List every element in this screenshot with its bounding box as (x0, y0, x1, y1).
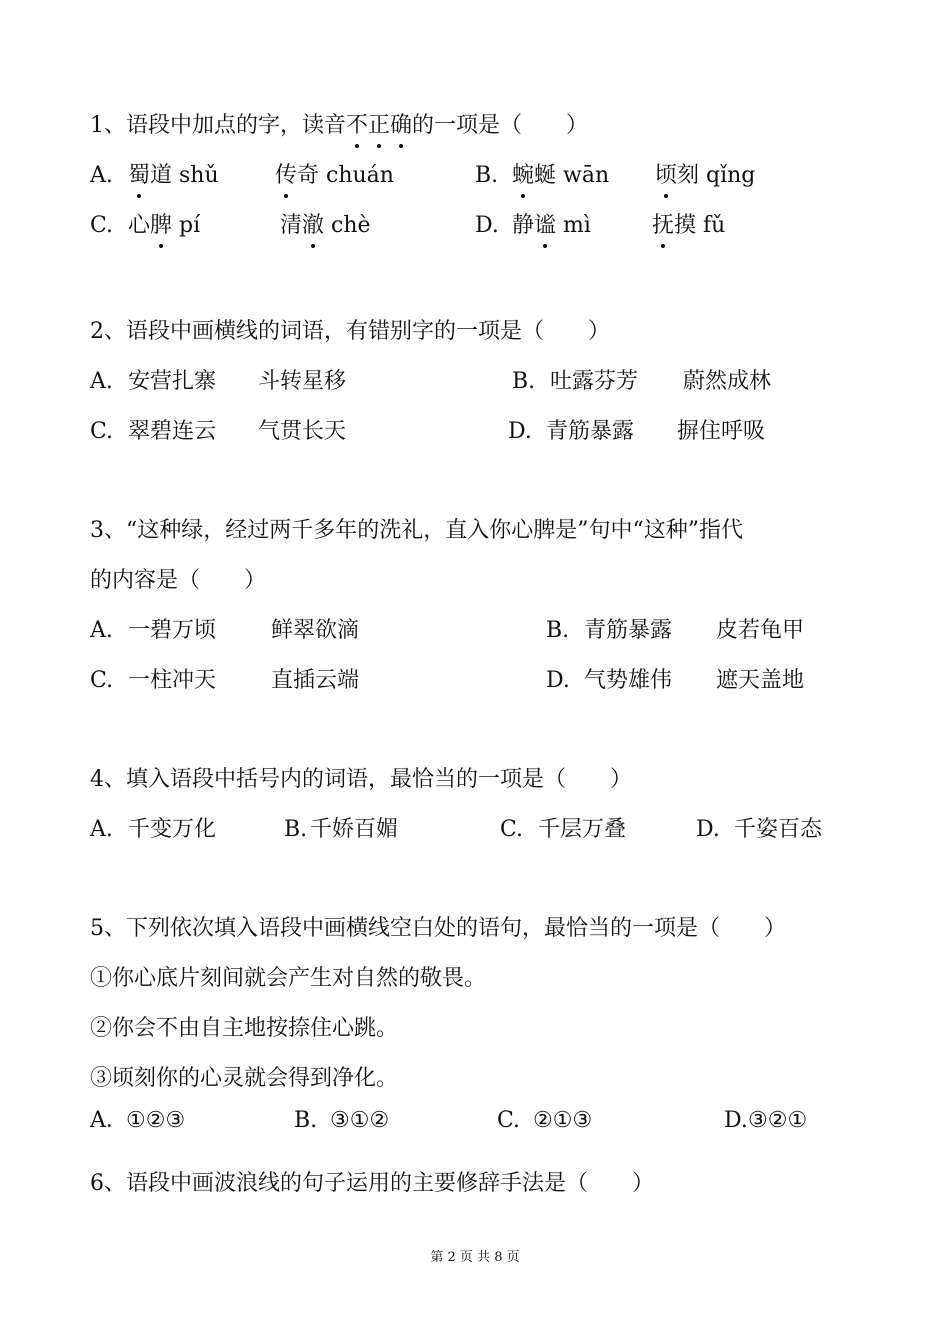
option-d-word-2: 抚摸 fǔ (652, 210, 725, 242)
option-label: A. (90, 618, 113, 643)
option-word: 皮若龟甲 (716, 618, 805, 643)
dotted-char: 不 (346, 110, 368, 142)
option-b-word-2: 顷刻 qǐng (655, 160, 755, 192)
dotted-char: 正 (368, 110, 390, 142)
option-label: D. (724, 1108, 748, 1133)
option-a-word-2: 传奇 chuán (275, 160, 394, 192)
option-label: D. (696, 817, 720, 842)
option-label: B. (294, 1108, 318, 1133)
option-word: 吐露芬芳 (550, 369, 639, 394)
option-word: 一柱冲天 (128, 668, 217, 693)
option-word: 气势雄伟 (584, 668, 673, 693)
option-word: 直插云端 (271, 668, 360, 693)
option-label: D. (546, 668, 570, 693)
option-label: C. (90, 419, 114, 444)
option-word: 鲜翠欲滴 (271, 618, 360, 643)
option-c-word-1: 心脾 pí (128, 210, 200, 242)
option-word: 千姿百态 (734, 817, 823, 842)
stem-text: 1、语段中加点的字，读音 (90, 113, 346, 138)
option-label: C. (497, 1108, 521, 1133)
option-word: 青筋暴露 (584, 618, 673, 643)
option-a-word-1: 蜀道 shǔ (128, 160, 219, 192)
option-label: C. (90, 213, 114, 238)
page-footer: 第 2 页 共 8 页 (430, 1250, 520, 1265)
option-label: A. (90, 369, 113, 394)
option-label: D. (475, 213, 499, 238)
option-label: C. (90, 668, 114, 693)
option-word: 斗转星移 (258, 369, 347, 394)
option-label: A． (90, 1108, 128, 1133)
option-word: 千娇百媚 (310, 817, 399, 842)
option-word: 蔚然成林 (683, 369, 772, 394)
option-d-word-1: 静谧 mì (512, 210, 591, 242)
option-label: B. (546, 618, 570, 643)
option-word: 气贯长天 (258, 419, 347, 444)
option-b-word-1: 蜿蜒 wān (512, 160, 609, 192)
option-label: C. (500, 817, 524, 842)
option-label: B. (475, 163, 499, 188)
option-label: A. (90, 817, 113, 842)
option-word: ③①② (330, 1108, 390, 1133)
option-label: D. (508, 419, 532, 444)
option-word: 遮天盖地 (716, 668, 805, 693)
option-word: 一碧万顷 (128, 618, 217, 643)
option-word: ①②③ (126, 1108, 186, 1133)
option-word: 千层万叠 (538, 817, 627, 842)
option-c-word-2: 清澈 chè (280, 210, 371, 242)
option-word: 青筋暴露 (546, 419, 635, 444)
option-label: B. (284, 817, 308, 842)
stem-text: 的一项是（ ） (412, 113, 589, 138)
option-word: 安营扎寨 (128, 369, 217, 394)
option-label: B. (512, 369, 536, 394)
option-label: A. (90, 163, 113, 188)
option-word: 摒住呼吸 (677, 419, 766, 444)
option-word: ③②① (748, 1108, 808, 1133)
option-word: 千变万化 (128, 817, 217, 842)
option-word: 翠碧连云 (128, 419, 217, 444)
option-word: ②①③ (533, 1108, 593, 1133)
dotted-char: 确 (390, 110, 412, 142)
